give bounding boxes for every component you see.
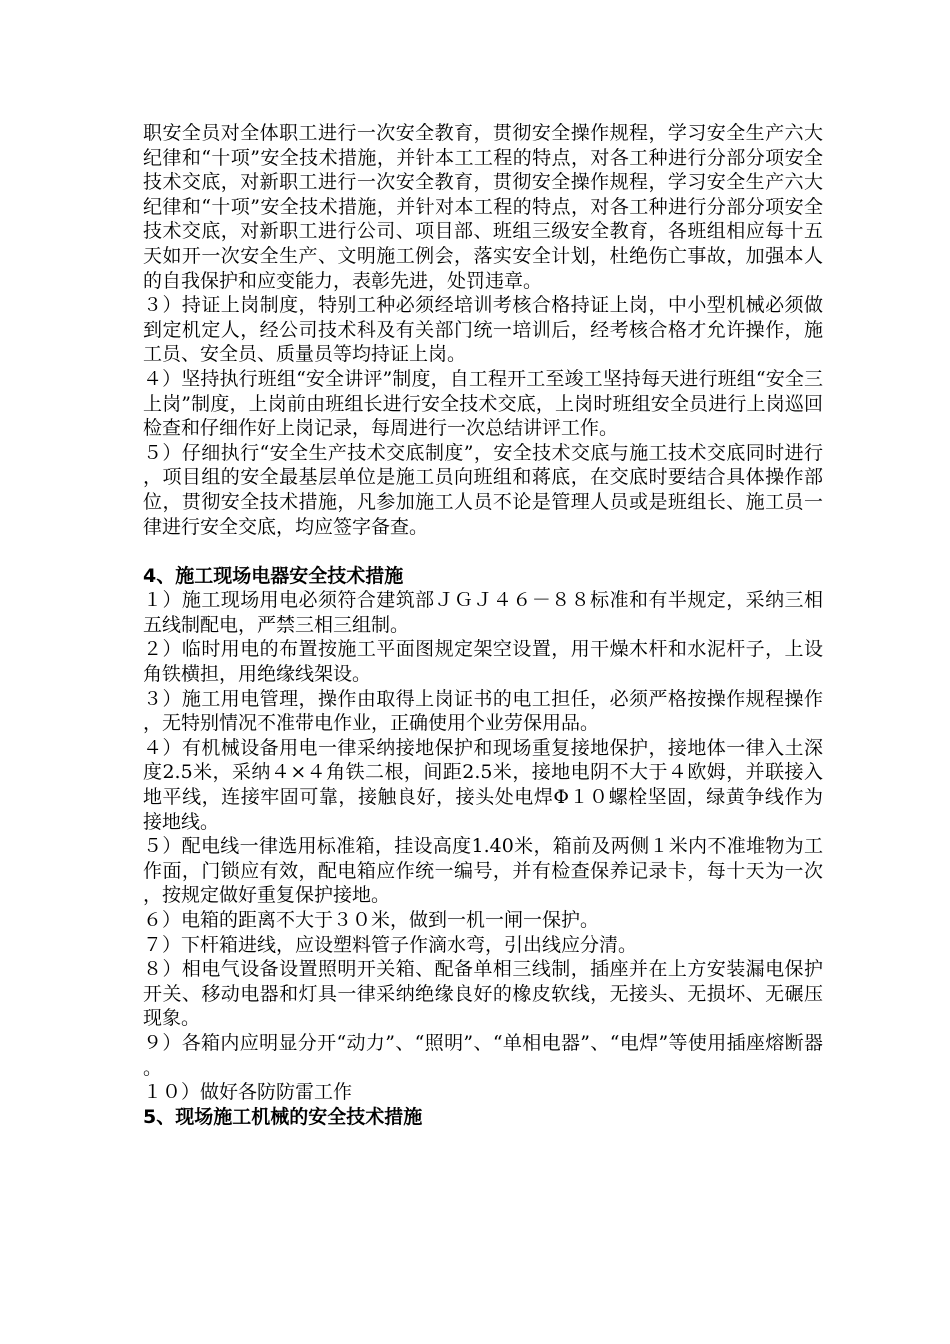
section-spacer xyxy=(143,539,823,564)
paragraph-electrical-item-7: ７）下杆箱进线，应设塑料管子作滴水弯，引出线应分清。 xyxy=(143,933,638,956)
paragraph-electrical-item-9: ９）各箱内应明显分开“动力”、“照明”、“单相电器”、“电焊”等使用插座熔断器。 xyxy=(143,1031,823,1079)
paragraph-electrical-item-10: １０）做好各防防雷工作 xyxy=(143,1081,353,1104)
paragraph-electrical-item-2: ２）临时用电的布置按施工平面图规定架空设置，用干燥木杆和水泥杆子，上设角铁横担，用绝缘线架设。 xyxy=(143,638,823,686)
paragraph-electrical-item-1: １）施工现场用电必须符合建筑部ＪＧＪ４６－８８标准和有半规定，采纳三相五线制配电，严禁三相三组制。 xyxy=(143,589,823,636)
paragraph-safety-disclosure: ５）仔细执行“安全生产技术交底制度”，安全技术交底与施工技术交底同时进行，项目组的安全最基层单位是施工员向班组和蒋底，在交底时要结合具体操作部位，贯彻安全技术措施，凡参加施工人员不论是管理人员或是班组长、施工员一律进行安全交底，均应签字备查。 xyxy=(143,441,823,538)
paragraph-safety-education: 职安全员对全体职工进行一次安全教育，贯彻安全操作规程，学习安全生产六大纪律和“十项”安全技术措施，并针本工工程的特点，对各工种进行分部分项安全技术交底，对新职工进行一次安全教育，贯彻安全操作规程，学习安全生产六大纪律和“十项”安全技术措施，并针对本工程的特点，对各工种进行分部分项安全技术交底，对新职工进行公司、项目部、班组三级安全教育，各班组相应每十五天如开一次安全生产、文明施工例会，落实安全计划，杜绝伤亡事故，加强本人的自我保护和应变能力，表彰先进，处罚违章。 xyxy=(143,122,823,292)
paragraph-electrical-item-3: ３）施工用电管理，操作由取得上岗证书的电工担任，必须严格按操作规程操作，无特别情况不准带电作业，正确使用个业劳保用品。 xyxy=(143,687,823,735)
paragraph-electrical-item-5: ５）配电线一律选用标准箱，挂设高度1.40米，箱前及两侧１米内不准堆物为工作面，门锁应有效，配电箱应作统一编号，并有检查保养记录卡，每十天为一次，按规定做好重复保护接地。 xyxy=(143,835,823,907)
paragraph-electrical-item-4: ４）有机械设备用电一律采纳接地保护和现场重复接地保护，接地体一律入土深度2.5米，采纳４×４角铁二根，间距2.5米，接地电阴不大于４欧姆，并联接入地平线，连接牢固可靠，接触良好，接头处电焊Φ１０螺栓坚固，绿黄争线作为接地线。 xyxy=(143,736,823,833)
paragraph-electrical-item-6: ６）电箱的距离不大于３０米，做到一机一闸一保护。 xyxy=(143,909,600,931)
section-heading-machinery-safety: 5、现场施工机械的安全技术措施 xyxy=(143,1105,423,1128)
paragraph-team-safety-review: ４）坚持执行班组“安全讲评”制度，自工程开工至竣工坚持每天进行班组“安全三上岗”制度，上岗前由班组长进行安全技术交底，上岗时班组安全员进行上岗巡回检查和仔细作好上岗记录，每周进行一次总结讲评工作。 xyxy=(143,367,823,440)
paragraph-electrical-item-8: ８）相电气设备设置照明开关箱、配备单相三线制，插座并在上方安装漏电保护开关、移动电器和灯具一律采纳绝缘良好的橡皮软线，无接头、无损坏、无碾压现象。 xyxy=(143,958,823,1030)
paragraph-certified-posts: ３）持证上岗制度，特别工种必须经培训考核合格持证上岗，中小型机械必须做到定机定人，经公司技术科及有关部门统一培训后，经考核合格才允许操作，施工员、安全员、质量员等均持证上岗。 xyxy=(143,294,823,366)
document-body xyxy=(143,121,823,1129)
section-heading-electrical-safety: 4、施工现场电器安全技术措施 xyxy=(143,564,404,587)
